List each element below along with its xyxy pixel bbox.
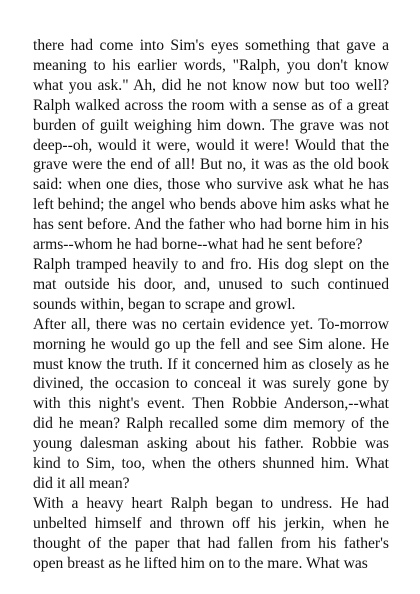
paragraph: Ralph tramped heavily to and fro. His dog slept on the mat outside his door, and, unused to such continued sounds within, began to scrape and growl. <box>33 255 389 313</box>
paragraph: there had come into Sim's eyes something that gave a meaning to his earlier words, "Ralph, you don't know what you ask." Ah, did he not know now but too well? Ralph walked across the room with a sense as of a great burden of guilt weighing him down. The grave was not deep--oh, would it were, would it were! Would that the grave were the end of all! But no, it was as the old book said: when one dies, those who survive ask what he has left behind; the angel who bends above him asks what he has sent before. And the father who had borne him in his arms--whom he had borne--what had he sent before? <box>33 37 389 254</box>
page-text-block <box>33 36 389 573</box>
paragraph: After all, there was no certain evidence yet. To-morrow morning he would go up the fell and see Sim alone. He must know the truth. If it concerned him as closely as he divined, the occasion to conceal it was surely gone by with this night's event. Then Robbie Anderson,--what did he mean? Ralph recalled some dim memory of the young dalesman asking about his father. Robbie was kind to Sim, too, when the others shunned him. What did it all mean? <box>33 315 389 492</box>
paragraph: With a heavy heart Ralph began to undress. He had unbelted himself and thrown off his jerkin, when he thought of the paper that had fallen from his father's open breast as he lifted him on to the mare. What was <box>33 494 389 572</box>
